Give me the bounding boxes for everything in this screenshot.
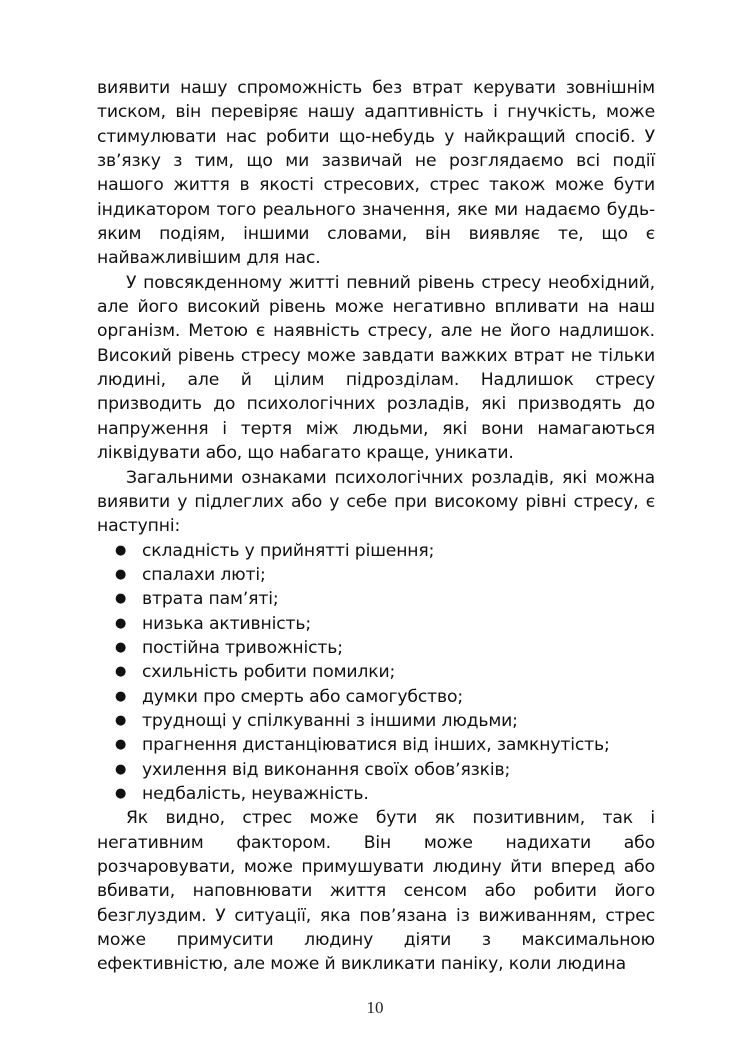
symptoms-list — [97, 539, 655, 807]
list-item — [97, 733, 655, 757]
page-number: 10 — [366, 998, 384, 1017]
bullet-icon: ● — [115, 664, 127, 680]
bullet-icon: ● — [115, 712, 127, 728]
paragraph-stress-level: У повсякденному житті певний рівень стресу необхідний, але його високий рівень може негативно впливати на наш організм. Метою є наявність стресу, але не його надлишок. Високий рівень стресу може завдати важких втрат не тільки людині, але й цілим підрозділам. Надлишок стресу призводить до психологічних розладів, які призводять до напруження і тертя між людьми, які вони намагаються ліквідувати або, що набагато краще, уникати. — [97, 272, 655, 464]
list-item — [97, 612, 655, 636]
list-item-text: ухилення від виконання своїх обовʼязків; — [142, 759, 511, 780]
list-item — [97, 587, 655, 611]
list-item-text: складність у прийнятті рішення; — [142, 540, 435, 561]
list-item-text: недбалість, неуважність. — [142, 783, 369, 804]
bullet-icon: ● — [115, 737, 127, 753]
list-item-text: постійна тривожність; — [142, 637, 343, 658]
list-item — [97, 709, 655, 733]
list-item — [97, 782, 655, 806]
list-item-text: схильність робити помилки; — [142, 662, 396, 683]
body-text — [97, 76, 655, 977]
bullet-icon: ● — [115, 688, 127, 704]
list-item — [97, 685, 655, 709]
list-item-text: думки про смерть або самогубство; — [142, 686, 463, 707]
list-item-text: втрата памʼяті; — [142, 589, 279, 610]
list-item — [97, 539, 655, 563]
list-item-text: низька активність; — [142, 613, 311, 634]
list-item-text: спалахи люті; — [142, 564, 266, 585]
list-item — [97, 660, 655, 684]
list-item — [97, 758, 655, 782]
bullet-icon: ● — [115, 785, 127, 801]
bullet-icon: ● — [115, 615, 127, 631]
paragraph-conclusion: Як видно, стрес може бути як позитивним, так і негативним фактором. Він може надихати або розчаровувати, може примушувати людину йти вперед або вбивати, наповнювати життя сенсом або робити його безглуздим. У ситуації, яка повʼязана із виживанням, стрес може примусити людину діяти з максимальною ефективністю, але може й викликати паніку, коли людина — [97, 808, 655, 975]
paragraph-continuation: виявити нашу спроможність без втрат керувати зовнішнім тиском, він перевіряє нашу адаптивність і гнучкість, може стимулювати нас робити що-небудь у найкращий спосіб. У звʼязку з тим, що ми зазвичай не розглядаємо всі події нашого життя в якості стресових, стрес також може бути індикатором того реального значення, яке ми надаємо будь-яким подіям, іншими словами, він виявляє те, що є найважливішим для нас. — [97, 78, 655, 269]
bullet-icon: ● — [115, 639, 127, 655]
list-item-text: труднощі у спілкуванні з іншими людьми; — [142, 710, 518, 731]
bullet-icon: ● — [115, 761, 127, 777]
bullet-icon: ● — [115, 566, 127, 582]
list-item — [97, 563, 655, 587]
bullet-icon: ● — [115, 591, 127, 607]
paragraph-symptoms-intro: Загальними ознаками психологічних розладів, які можна виявити у підлеглих або у себе при високому рівні стресу, є наступні: — [97, 467, 655, 537]
list-item-text: прагнення дистанціюватися від інших, замкнутість; — [142, 735, 610, 756]
bullet-icon: ● — [115, 542, 127, 558]
list-item — [97, 636, 655, 660]
